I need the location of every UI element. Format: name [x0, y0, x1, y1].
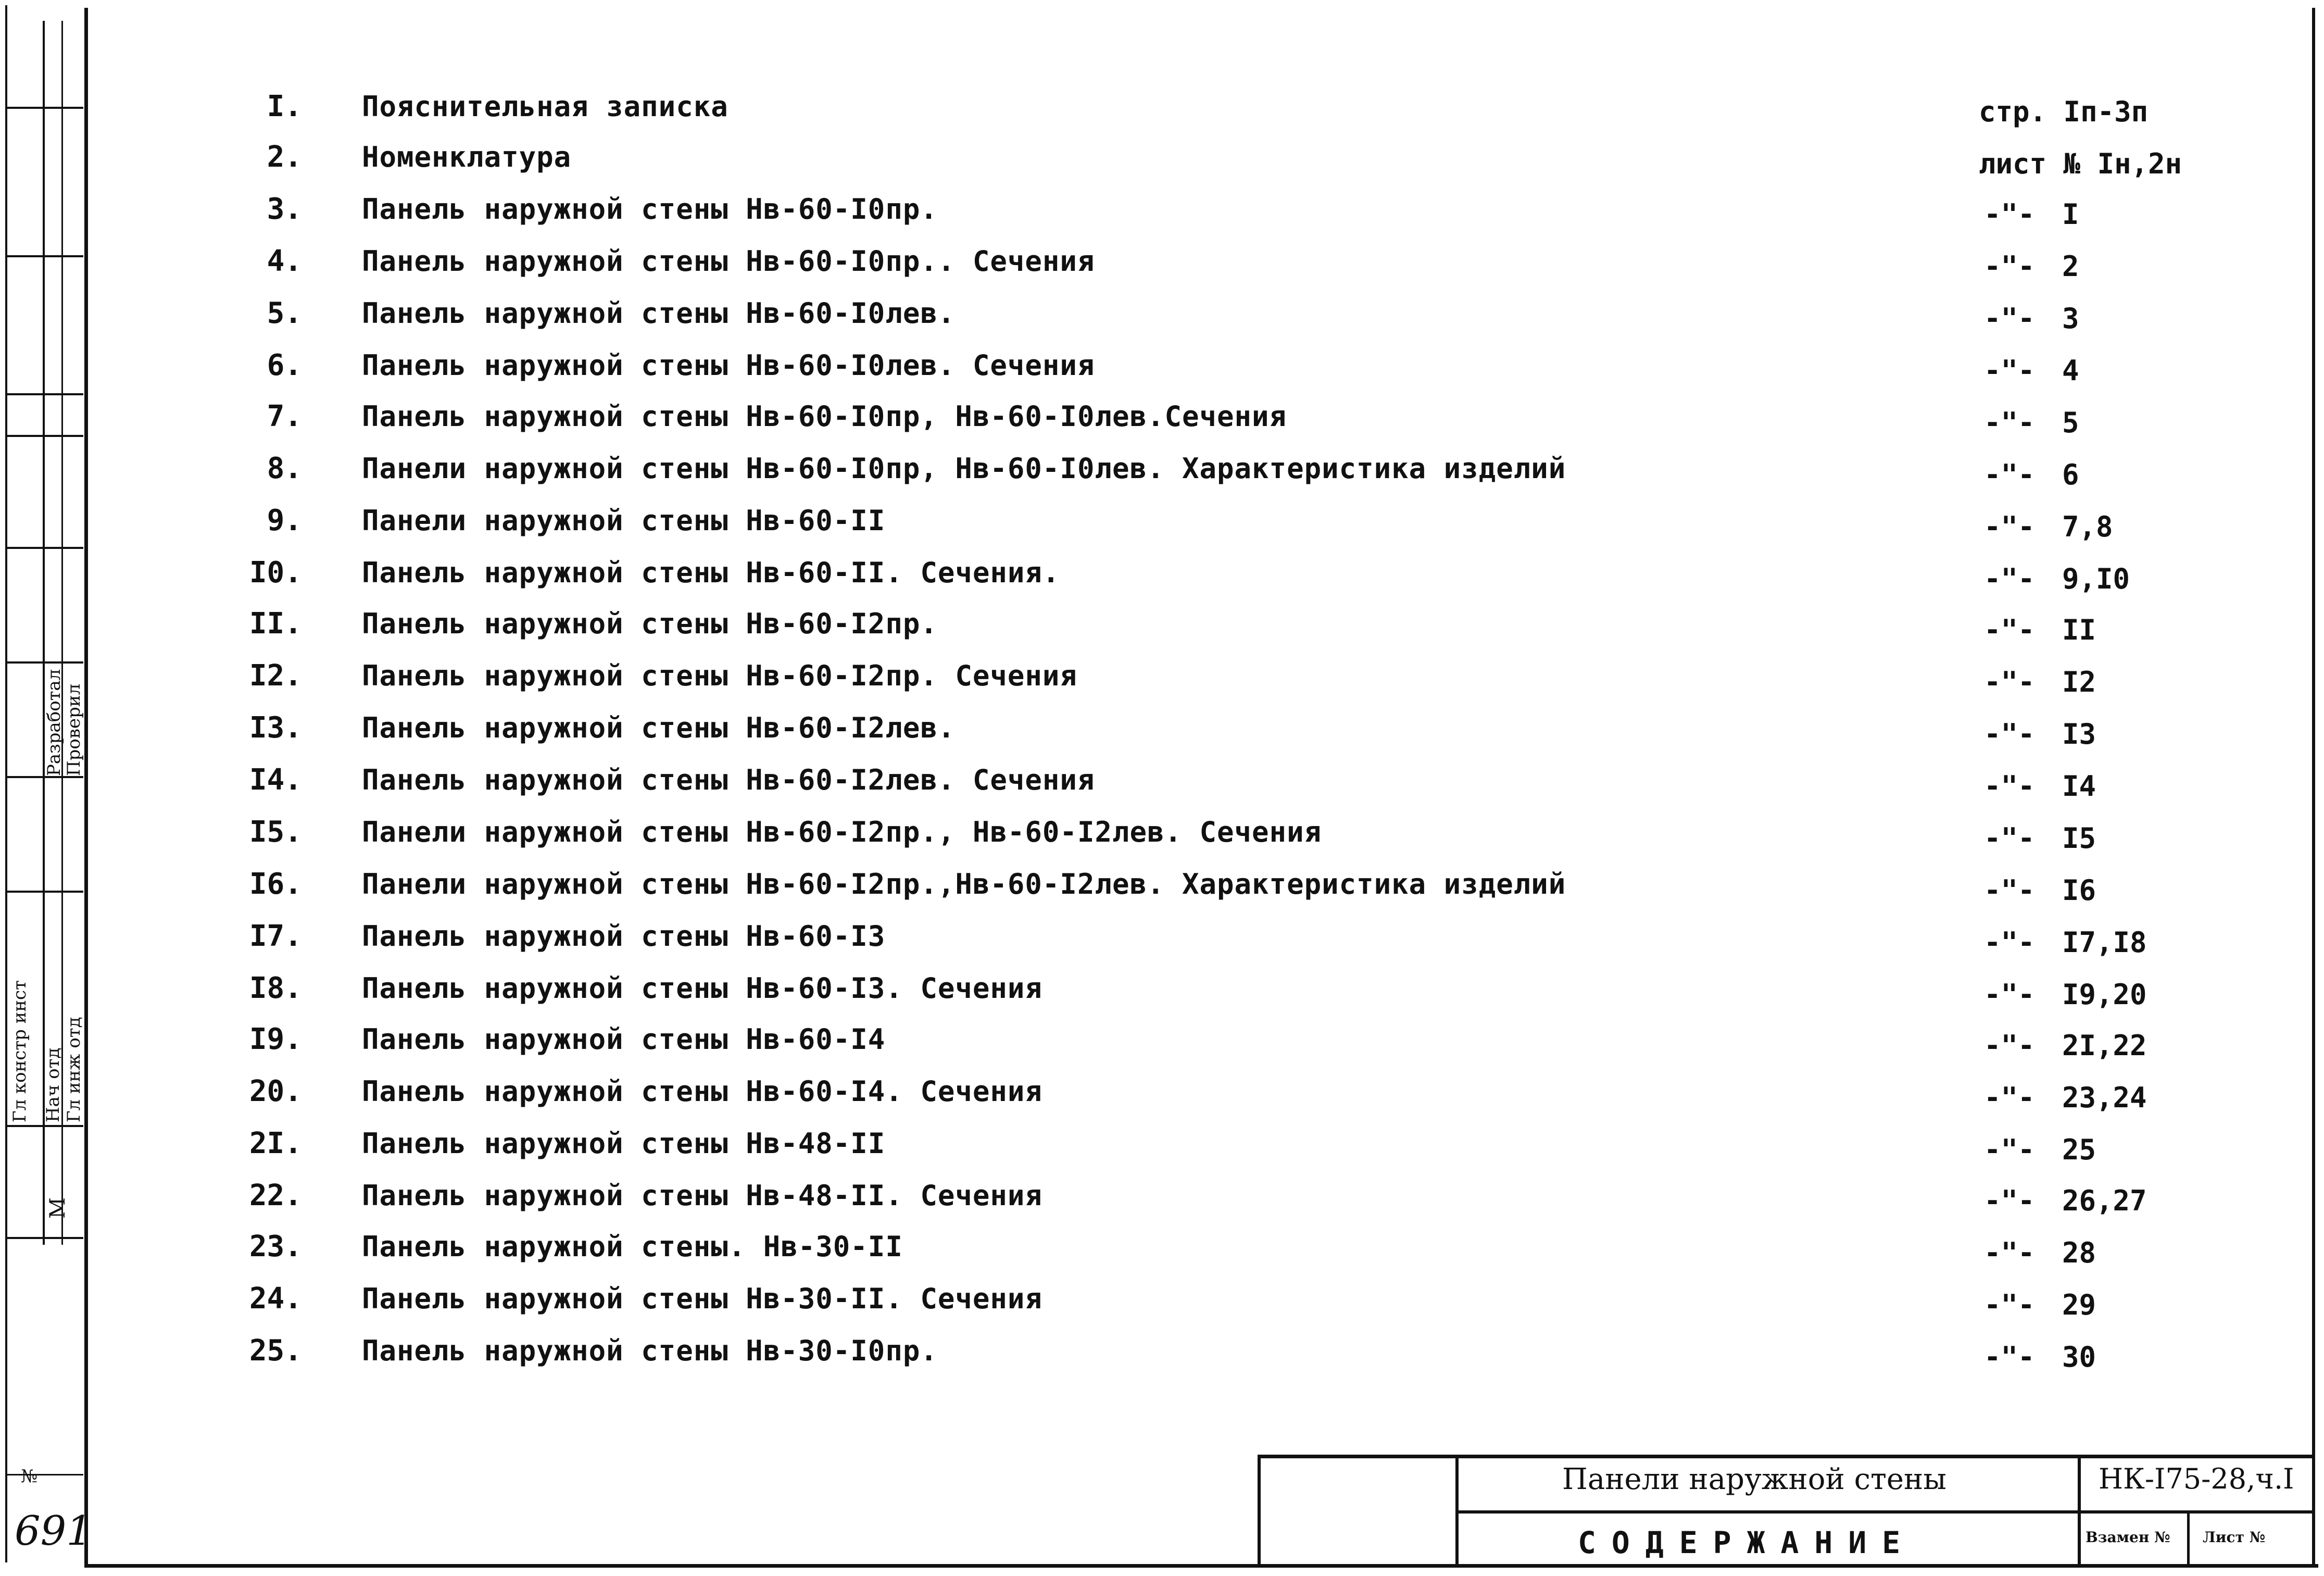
ditto-mark: -"- [1984, 302, 2035, 335]
contents-row-reference [1984, 604, 2096, 656]
sheet-number: 25 [2062, 1133, 2096, 1166]
ditto-mark: -"- [1984, 458, 2035, 491]
contents-row-number: 25. [249, 1334, 302, 1368]
contents-row-number: I9. [249, 1022, 302, 1056]
contents-row [0, 391, 2324, 443]
contents-row [0, 235, 2324, 287]
sheet-number: I9,20 [2062, 978, 2147, 1011]
ditto-mark: -"- [1984, 510, 2035, 543]
contents-row-number: 5. [267, 296, 302, 330]
ditto-mark: -"- [1984, 1081, 2035, 1114]
contents-row-reference [1984, 760, 2096, 812]
contents-row-title: Панели наружной стены Нв-60-I2пр.,Нв-60-I2лев. Характеристика изделий [362, 868, 1566, 900]
strip-label-m: М [46, 1197, 70, 1219]
sheet-number: 28 [2062, 1236, 2096, 1269]
contents-row-number: I8. [249, 971, 302, 1005]
contents-row [0, 1014, 2324, 1066]
contents-row-title: Панель наружной стены Нв-60-I4. Сечения [362, 1075, 1042, 1108]
contents-row-reference [1984, 501, 2113, 553]
contents-row-number: I6. [249, 867, 302, 901]
sheet-number: I5 [2062, 822, 2096, 855]
contents-row-number: 2I. [249, 1127, 302, 1160]
contents-row [0, 1066, 2324, 1118]
sheet-number: 26,27 [2062, 1184, 2147, 1217]
contents-row [0, 1118, 2324, 1170]
contents-row-title: Пояснительная записка [362, 90, 728, 123]
sheet-number: 2I,22 [2062, 1029, 2147, 1062]
ditto-mark: -"- [1984, 354, 2035, 387]
contents-row-reference [1984, 917, 2147, 969]
contents-row-reference [1984, 656, 2096, 708]
contents-row [0, 702, 2324, 754]
contents-row-reference [1984, 449, 2079, 501]
contents-row-title: Панель наружной стены Нв-60-I2пр. Сечения [362, 659, 1077, 692]
contents-row [0, 910, 2324, 962]
ditto-mark: -"- [1984, 978, 2035, 1011]
contents-row-title: Панель наружной стены Нв-30-II. Сечения [362, 1282, 1042, 1315]
contents-row [0, 598, 2324, 650]
contents-row [0, 962, 2324, 1015]
contents-row-number: 7. [267, 399, 302, 433]
sheet-number: I6 [2062, 874, 2096, 907]
title-block-code: НК-I75-28,ч.I [2099, 1462, 2294, 1495]
contents-row-number: I3. [249, 711, 302, 745]
ditto-mark: -"- [1984, 1133, 2035, 1166]
contents-row-title: Панели наружной стены Нв-60-I0пр, Нв-60-I0лев. Характеристика изделий [362, 452, 1566, 485]
contents-row [0, 547, 2324, 599]
sheet-number: 2 [2062, 250, 2079, 283]
ditto-mark: -"- [1984, 874, 2035, 907]
sheet-number: I3 [2062, 718, 2096, 751]
title-block-sheet-label: Лист № [2203, 1529, 2266, 1546]
contents-row-title: Панель наружной стены. Нв-30-II [362, 1230, 903, 1263]
bottom-border-line [84, 1564, 2318, 1568]
title-block-name: Панели наружной стены [1562, 1462, 1946, 1496]
contents-row-reference [1984, 708, 2096, 760]
contents-row-title: Панель наружной стены Нв-60-I2пр. [362, 607, 938, 640]
contents-row-number: I. [267, 90, 302, 123]
contents-row-reference [1984, 345, 2079, 397]
contents-row-reference [1984, 1227, 2096, 1279]
contents-row [0, 495, 2324, 547]
sheet-number: 9,I0 [2062, 562, 2130, 595]
sheet-number: I [2062, 198, 2079, 231]
contents-row-reference [1984, 397, 2079, 449]
ditto-mark: -"- [1984, 822, 2035, 855]
contents-row-title: Панель наружной стены Нв-60-I3. Сечения [362, 972, 1042, 1005]
sheet-number: 3 [2062, 302, 2079, 335]
contents-row-title: Панель наружной стены Нв-60-I2лев. Сечения [362, 764, 1095, 796]
contents-row-number: I5. [249, 815, 302, 849]
contents-row-title: Панель наружной стены Нв-60-I0пр. [362, 193, 938, 226]
contents-row-reference [1984, 1072, 2147, 1124]
contents-row-title: Панель наружной стены Нв-60-II. Сечения. [362, 556, 1060, 589]
contents-row-reference [1984, 293, 2079, 345]
contents-row-title: Панель наружной стены Нв-60-I4 [362, 1023, 886, 1056]
contents-row-reference [1984, 189, 2079, 241]
title-block-subtitle: СОДЕРЖАНИЕ [1578, 1525, 1916, 1560]
contents-row-reference [1984, 1279, 2096, 1331]
contents-row-title: Панель наружной стены Нв-60-I3 [362, 920, 886, 953]
archive-number: 691 [15, 1508, 92, 1555]
contents-row-title: Панель наружной стены Нв-60-I0лев. [362, 297, 956, 330]
sheet-number: 30 [2062, 1341, 2096, 1373]
contents-row [0, 81, 2324, 133]
title-block-replaces-label: Взамен № [2086, 1529, 2170, 1546]
contents-row-number: 24. [249, 1282, 302, 1316]
ditto-mark: -"- [1984, 250, 2035, 283]
contents-row [0, 287, 2324, 340]
contents-row-title: Панель наружной стены Нв-60-I0лев. Сечения [362, 349, 1095, 382]
sheet-number: I4 [2062, 770, 2096, 803]
sheet-number: 5 [2062, 406, 2079, 439]
contents-row-title: Панель наружной стены Нв-48-II. Сечения [362, 1179, 1042, 1212]
contents-row-number: 9. [267, 504, 302, 537]
ditto-mark: -"- [1984, 770, 2035, 803]
contents-row-title: Панель наружной стены Нв-60-I0пр, Нв-60-I0лев.Сечения [362, 400, 1287, 433]
contents-row-reference [1984, 1331, 2096, 1383]
sheet-number: 7,8 [2062, 510, 2113, 543]
contents-row-number: 6. [267, 348, 302, 382]
sheet-number: 6 [2062, 458, 2079, 491]
contents-row-reference [1984, 1124, 2096, 1176]
contents-row [0, 1325, 2324, 1377]
ditto-mark: -"- [1984, 198, 2035, 231]
contents-row-reference [1984, 969, 2147, 1021]
strip-label-dept-head: Нач отд [43, 1047, 64, 1122]
contents-row-number: 2. [267, 140, 302, 174]
ditto-mark: -"- [1984, 718, 2035, 751]
contents-row-title: Номенклатура [362, 141, 572, 173]
strip-label-checked: Проверил [64, 683, 84, 776]
sheet-number: I2 [2062, 666, 2096, 698]
contents-row [0, 183, 2324, 235]
contents-row-number: I0. [249, 556, 302, 590]
contents-row [0, 1273, 2324, 1325]
contents-row-number: I7. [249, 919, 302, 953]
contents-row [0, 858, 2324, 910]
ditto-mark: -"- [1984, 1289, 2035, 1321]
ditto-mark: -"- [1984, 1341, 2035, 1373]
contents-row [0, 806, 2324, 858]
contents-row-number: 23. [249, 1230, 302, 1264]
contents-row [0, 754, 2324, 806]
contents-row-reference: стр. Iп-3п [1979, 95, 2149, 128]
contents-row [0, 650, 2324, 702]
sheet-number: I7,I8 [2062, 926, 2147, 959]
contents-row-number: 8. [267, 452, 302, 485]
contents-row-reference [1984, 865, 2096, 917]
contents-row [0, 443, 2324, 495]
contents-row-title: Панели наружной стены Нв-60-I2пр., Нв-60-I2лев. Сечения [362, 816, 1322, 848]
sheet-number: 4 [2062, 354, 2079, 387]
contents-row-reference [1984, 1020, 2147, 1072]
strip-label-chief-designer: Гл констр инст [9, 980, 30, 1122]
contents-row [0, 340, 2324, 392]
contents-row-number: I2. [249, 659, 302, 693]
contents-row-number: II. [249, 607, 302, 641]
contents-row-reference [1984, 1175, 2147, 1227]
contents-row-reference [1984, 812, 2096, 865]
ditto-mark: -"- [1984, 562, 2035, 595]
ditto-mark: -"- [1984, 614, 2035, 646]
contents-row-title: Панель наружной стены Нв-60-I2лев. [362, 711, 956, 744]
archive-number-label: № [21, 1466, 38, 1487]
contents-row-number: 20. [249, 1074, 302, 1108]
ditto-mark: -"- [1984, 1236, 2035, 1269]
contents-row-reference [1984, 241, 2079, 293]
contents-row-number: 3. [267, 192, 302, 226]
contents-row-title: Панель наружной стены Нв-48-II [362, 1127, 886, 1160]
contents-row [0, 1170, 2324, 1222]
contents-row-title: Панель наружной стены Нв-60-I0пр.. Сечения [362, 245, 1095, 278]
contents-row [0, 131, 2324, 183]
ditto-mark: -"- [1984, 1184, 2035, 1217]
contents-row-number: 22. [249, 1179, 302, 1212]
ditto-mark: -"- [1984, 666, 2035, 698]
strip-label-chief-engineer: Гл инж отд [64, 1017, 84, 1122]
contents-row-number: I4. [249, 763, 302, 797]
contents-row [0, 1221, 2324, 1273]
sheet-number: II [2062, 614, 2096, 646]
ditto-mark: -"- [1984, 1029, 2035, 1062]
contents-row-reference: лист № Iн,2н [1979, 147, 2182, 180]
ditto-mark: -"- [1984, 926, 2035, 959]
contents-row-title: Панель наружной стены Нв-30-I0пр. [362, 1334, 938, 1367]
contents-row-number: 4. [267, 244, 302, 278]
contents-row-title: Панели наружной стены Нв-60-II [362, 504, 886, 537]
contents-row-reference [1984, 553, 2130, 605]
strip-label-developed: Разработал [44, 669, 65, 776]
ditto-mark: -"- [1984, 406, 2035, 439]
sheet-number: 23,24 [2062, 1081, 2147, 1114]
sheet-number: 29 [2062, 1289, 2096, 1321]
